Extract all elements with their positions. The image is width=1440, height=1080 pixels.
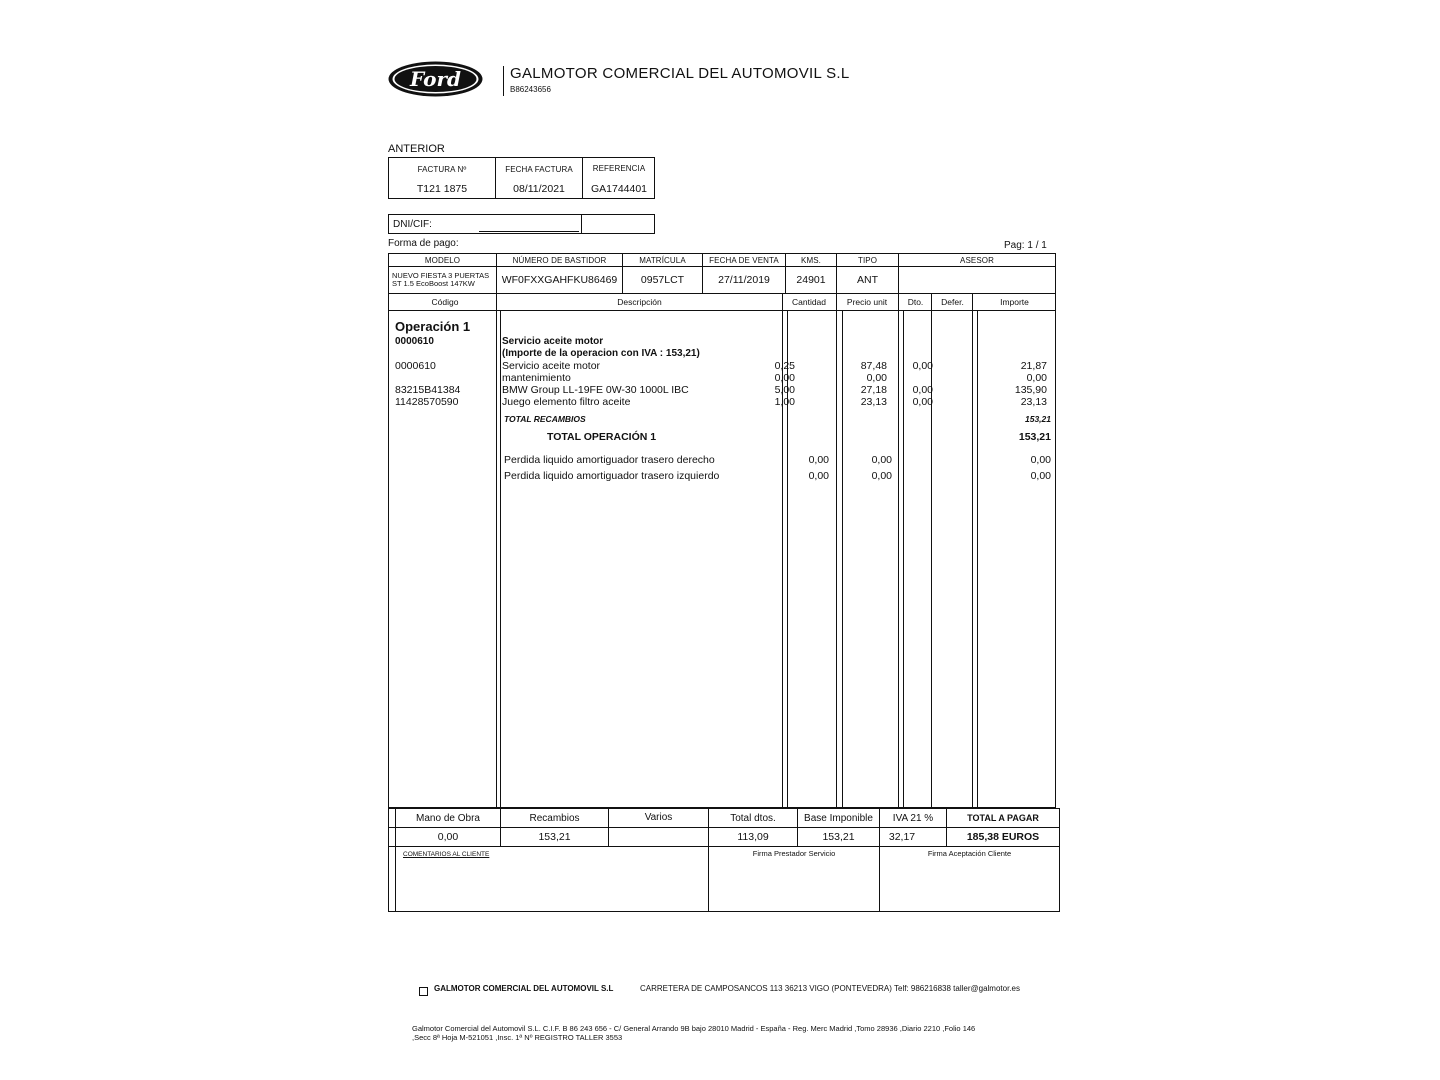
footer-legal-2: ,Secc 8ª Hoja M-521051 ,Insc. 1ª Nº REGISTRO TALLER 3553	[412, 1033, 623, 1042]
col-cantidad: Cantidad	[791, 297, 827, 307]
line-price: 27,18	[860, 384, 887, 396]
fecha-label: FECHA FACTURA	[505, 165, 573, 174]
line-price: 23,13	[860, 396, 887, 408]
line-description: Juego elemento filtro aceite	[502, 396, 631, 408]
header-fecha-venta: FECHA DE VENTA	[709, 256, 779, 265]
factura-value: T121 1875	[416, 183, 468, 195]
tipo-value: ANT	[857, 274, 878, 286]
recambios-label: Recambios	[529, 813, 580, 824]
extra-price: 0,00	[871, 454, 892, 466]
footer-checkbox-icon	[419, 987, 428, 996]
ford-logo	[387, 60, 484, 98]
header-modelo: MODELO	[424, 256, 461, 265]
kms-value: 24901	[796, 274, 826, 286]
line-items	[389, 360, 1055, 412]
total-pagar-value: 185,38 EUROS	[966, 831, 1040, 843]
total-recambios-label: TOTAL RECAMBIOS	[504, 414, 586, 424]
col-defer: Defer.	[941, 297, 964, 307]
header-kms: KMS.	[801, 256, 821, 265]
company-name: GALMOTOR COMERCIAL DEL AUTOMOVIL S.L	[510, 65, 850, 82]
extra-price: 0,00	[871, 470, 892, 482]
bastidor-value: WF0FXXGAHFKU86469	[501, 274, 618, 286]
line-discount: 0,00	[912, 384, 933, 396]
total-operacion-value: 153,21	[1018, 431, 1051, 443]
iva-value: 32,17	[888, 831, 916, 843]
mano-obra-label: Mano de Obra	[416, 813, 480, 824]
total-recambios-value: 153,21	[1025, 414, 1051, 424]
header-asesor: ASESOR	[960, 256, 994, 265]
line-price: 0,00	[866, 372, 887, 384]
extra-lines	[389, 454, 1055, 488]
firma-prestador-label: Firma Prestador Servicio	[752, 849, 836, 858]
col-descripcion: Descripción	[617, 297, 662, 307]
header-matricula: MATRÍCULA	[639, 256, 686, 265]
svg-text:Ford: Ford	[410, 67, 461, 91]
dni-label: DNI/CIF:	[393, 219, 432, 230]
matricula-value: 0957LCT	[640, 274, 685, 286]
line-amount: 23,13	[1020, 396, 1047, 408]
total-pagar-label: TOTAL A PAGAR	[967, 813, 1039, 823]
page-number: Pag: 1 / 1	[1004, 240, 1047, 251]
total-operacion-label: TOTAL OPERACIÓN 1	[547, 431, 657, 443]
col-importe: Importe	[1000, 297, 1029, 307]
col-codigo: Código	[431, 297, 459, 307]
footer-company: GALMOTOR COMERCIAL DEL AUTOMOVIL S.L	[434, 984, 614, 993]
varios-label: Varios	[644, 812, 673, 823]
line-code: 0000610	[395, 360, 436, 372]
line-amount: 0,00	[1026, 372, 1047, 384]
total-dtos-value: 113,09	[737, 831, 769, 843]
extra-description: Perdida liquido amortiguador trasero derecho	[504, 454, 715, 466]
extra-quantity: 0,00	[808, 470, 829, 482]
operation-code: 0000610	[395, 336, 434, 347]
footer-address: CARRETERA DE CAMPOSANCOS 113 36213 VIGO (PONTEVEDRA) Telf: 986216838 taller@galmotor.es	[640, 984, 1020, 993]
line-price: 87,48	[860, 360, 887, 372]
footer-legal-1: Galmotor Comercial del Automovil S.L. C.I.F. B 86 243 656 - C/ General Arrando 9B bajo 28010 Madrid - España - Reg. Merc Madrid ,Tomo 28936 ,Diario 2210 ,Folio 146	[412, 1024, 976, 1033]
ford-oval-icon	[387, 60, 484, 98]
line-quantity: 1,00	[774, 396, 795, 408]
mano-obra-value: 0,00	[437, 831, 459, 843]
forma-pago-label: Forma de pago:	[388, 238, 459, 249]
base-imponible-label: Base Imponible	[804, 813, 873, 824]
operation-title: Operación 1	[395, 319, 471, 334]
col-dto: Dto.	[907, 297, 924, 307]
invoice-box	[388, 157, 655, 199]
line-discount: 0,00	[912, 360, 933, 372]
line-code: 11428570590	[395, 396, 459, 408]
extra-description: Perdida liquido amortiguador trasero izquierdo	[504, 470, 720, 482]
company-cif: B86243656	[510, 85, 551, 94]
col-precio: Precio unit	[846, 297, 888, 307]
line-quantity: 5,00	[774, 384, 795, 396]
extra-quantity: 0,00	[808, 454, 829, 466]
total-dtos-label: Total dtos.	[730, 813, 776, 824]
factura-label: FACTURA Nº	[417, 165, 467, 174]
operation-desc-2: (Importe de la operacion con IVA : 153,21)	[502, 348, 700, 359]
main-table	[388, 253, 1056, 808]
line-discount: 0,00	[912, 396, 933, 408]
extra-amount: 0,00	[1030, 454, 1051, 466]
referencia-label: REFERENCIA	[592, 164, 646, 173]
referencia-value: GA1744401	[590, 183, 648, 195]
comments-label: COMENTARIOS AL CLIENTE	[403, 851, 490, 858]
fecha-value: 08/11/2021	[513, 183, 565, 195]
line-quantity: 0,25	[774, 360, 795, 372]
line-description: Servicio aceite motor	[502, 360, 601, 372]
dni-box	[388, 214, 655, 234]
base-imponible-value: 153,21	[822, 831, 855, 843]
line-description: BMW Group LL-19FE 0W-30 1000L IBC	[502, 384, 689, 396]
line-amount: 135,90	[1014, 384, 1047, 396]
modelo-line-2: ST 1.5 EcoBoost 147KW	[392, 279, 475, 288]
fecha-venta-value: 27/11/2019	[718, 274, 770, 286]
firma-cliente-label: Firma Aceptación Cliente	[927, 849, 1012, 858]
extra-amount: 0,00	[1030, 470, 1051, 482]
operation-desc-1: Servicio aceite motor	[502, 336, 604, 347]
recambios-value: 153,21	[538, 831, 571, 843]
header-tipo: TIPO	[857, 256, 878, 265]
modelo-line-1: NUEVO FIESTA 3 PUERTAS	[392, 271, 490, 280]
header-bastidor: NÚMERO DE BASTIDOR	[512, 256, 607, 265]
line-quantity: 0,00	[774, 372, 795, 384]
iva-label: IVA 21 %	[892, 813, 934, 824]
line-code: 83215B41384	[395, 384, 461, 396]
line-amount: 21,87	[1020, 360, 1047, 372]
totals-box	[388, 808, 1060, 912]
anterior-label: ANTERIOR	[388, 143, 445, 155]
line-description: mantenimiento	[502, 372, 571, 384]
